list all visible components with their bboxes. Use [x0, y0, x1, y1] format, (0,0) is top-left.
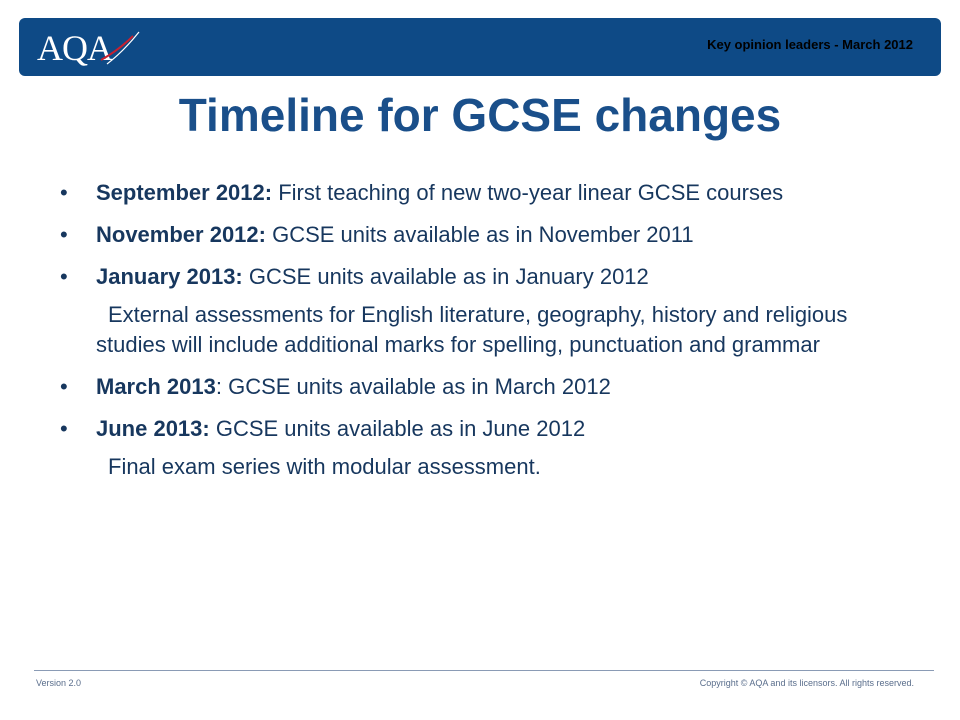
item-lead: November 2012:: [96, 222, 266, 247]
footer-divider: [34, 670, 934, 671]
item-lead: March 2013: [96, 374, 216, 399]
header-bar: [19, 18, 941, 76]
item-text: GCSE units available as in June 2012: [209, 416, 586, 441]
item-lead: September 2012:: [96, 180, 273, 205]
list-item: [60, 178, 910, 208]
item-lead: June 2013:: [96, 416, 210, 441]
timeline-list: [60, 178, 910, 494]
logo-swoosh-icon: [99, 30, 149, 70]
footer-version: Version 2.0: [36, 678, 82, 688]
list-item: [60, 220, 910, 250]
header-label: Key opinion leaders - March 2012: [707, 37, 913, 52]
page-title: Timeline for GCSE changes: [178, 89, 782, 141]
list-note: Final exam series with modular assessment.: [108, 454, 541, 479]
footer-copyright: Copyright © AQA and its licensors. All rights reserved.: [699, 678, 914, 688]
item-text: GCSE units available as in November 2011: [265, 222, 694, 247]
aqa-logo: [37, 28, 147, 68]
item-text: First teaching of new two-year linear GCSE courses: [272, 180, 784, 205]
list-item: [60, 414, 910, 444]
item-lead: January 2013:: [96, 264, 243, 289]
item-text: : GCSE units available as in March 2012: [215, 374, 611, 399]
logo-text: AQA: [37, 28, 112, 68]
item-text: GCSE units available as in January 2012: [242, 264, 649, 289]
list-item: [60, 262, 910, 292]
list-item: [60, 372, 910, 402]
list-note: External assessments for English literature, geography, history and religious studies will include additional marks for spelling, punctuation and grammar: [96, 302, 848, 357]
